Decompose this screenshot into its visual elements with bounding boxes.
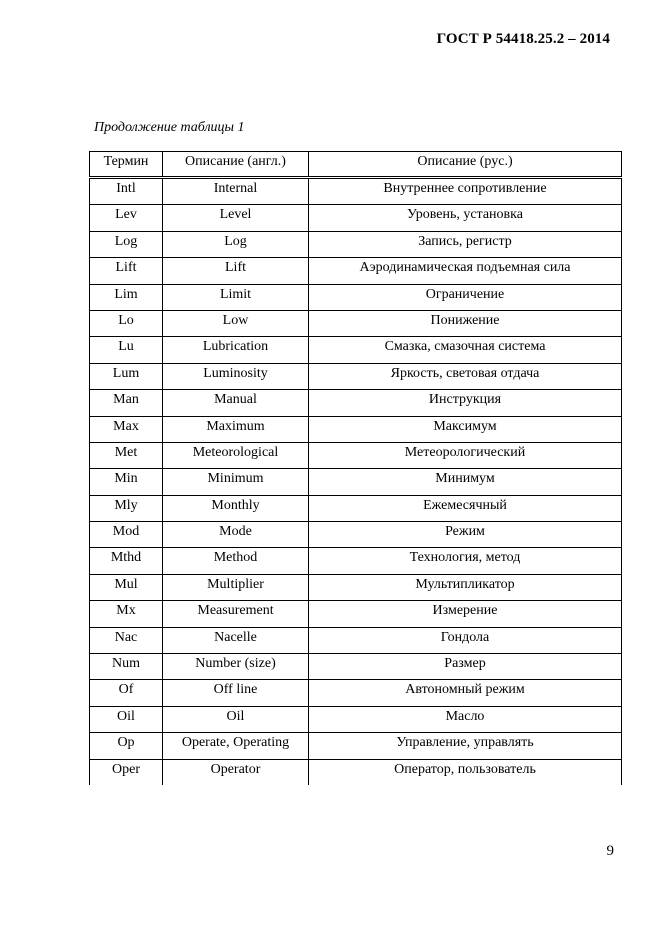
cell-term: Max — [90, 416, 163, 442]
abbreviations-table — [89, 151, 622, 785]
cell-description-ru: Гондола — [309, 627, 622, 653]
cell-term: Lev — [90, 205, 163, 231]
table-row — [90, 601, 622, 627]
cell-description-en: Number (size) — [163, 654, 309, 680]
table-row — [90, 284, 622, 310]
cell-term: Lum — [90, 363, 163, 389]
table-caption: Продолжение таблицы 1 — [94, 120, 245, 135]
cell-description-en: Internal — [163, 178, 309, 205]
table-row — [90, 733, 622, 759]
cell-term: Num — [90, 654, 163, 680]
cell-description-ru: Режим — [309, 522, 622, 548]
table-body — [90, 178, 622, 785]
table-row — [90, 522, 622, 548]
cell-description-en: Meteorological — [163, 442, 309, 468]
cell-description-en: Low — [163, 310, 309, 336]
cell-term: Lu — [90, 337, 163, 363]
table-row — [90, 442, 622, 468]
cell-description-ru: Измерение — [309, 601, 622, 627]
cell-description-ru: Понижение — [309, 310, 622, 336]
cell-description-ru: Внутреннее сопротивление — [309, 178, 622, 205]
cell-description-en: Limit — [163, 284, 309, 310]
cell-description-en: Level — [163, 205, 309, 231]
table-row — [90, 627, 622, 653]
cell-term: Mthd — [90, 548, 163, 574]
cell-term: Lift — [90, 258, 163, 284]
table-row — [90, 205, 622, 231]
table-header-row — [90, 152, 622, 178]
cell-description-en: Operate, Operating — [163, 733, 309, 759]
table-row — [90, 469, 622, 495]
table-row — [90, 310, 622, 336]
cell-description-ru: Размер — [309, 654, 622, 680]
cell-description-ru: Управление, управлять — [309, 733, 622, 759]
cell-description-ru: Мультипликатор — [309, 574, 622, 600]
table-row — [90, 178, 622, 205]
cell-term: Mul — [90, 574, 163, 600]
table-row — [90, 680, 622, 706]
cell-description-en: Method — [163, 548, 309, 574]
cell-description-ru: Инструкция — [309, 390, 622, 416]
cell-description-en: Off line — [163, 680, 309, 706]
table-row — [90, 337, 622, 363]
cell-description-ru: Запись, регистр — [309, 231, 622, 257]
cell-term: Op — [90, 733, 163, 759]
cell-description-ru: Технология, метод — [309, 548, 622, 574]
table-header — [90, 152, 622, 178]
cell-description-ru: Оператор, пользователь — [309, 759, 622, 785]
cell-term: Intl — [90, 178, 163, 205]
cell-description-en: Manual — [163, 390, 309, 416]
column-header-description-en: Описание (англ.) — [163, 152, 309, 178]
page-number: 9 — [606, 843, 614, 859]
cell-description-en: Luminosity — [163, 363, 309, 389]
table-row — [90, 416, 622, 442]
cell-term: Of — [90, 680, 163, 706]
cell-description-en: Maximum — [163, 416, 309, 442]
cell-description-ru: Смазка, смазочная система — [309, 337, 622, 363]
table-row — [90, 574, 622, 600]
table-row — [90, 495, 622, 521]
cell-term: Mly — [90, 495, 163, 521]
cell-term: Lim — [90, 284, 163, 310]
cell-description-en: Monthly — [163, 495, 309, 521]
cell-term: Mod — [90, 522, 163, 548]
cell-term: Met — [90, 442, 163, 468]
cell-description-en: Multiplier — [163, 574, 309, 600]
cell-term: Log — [90, 231, 163, 257]
column-header-description-ru: Описание (рус.) — [309, 152, 622, 178]
cell-term: Min — [90, 469, 163, 495]
table-row — [90, 363, 622, 389]
cell-description-ru: Метеорологический — [309, 442, 622, 468]
column-header-term: Термин — [90, 152, 163, 178]
cell-term: Man — [90, 390, 163, 416]
cell-description-en: Nacelle — [163, 627, 309, 653]
cell-description-ru: Автономный режим — [309, 680, 622, 706]
cell-description-en: Operator — [163, 759, 309, 785]
cell-description-en: Measurement — [163, 601, 309, 627]
cell-description-ru: Минимум — [309, 469, 622, 495]
cell-term: Nac — [90, 627, 163, 653]
table-row — [90, 231, 622, 257]
cell-description-en: Lift — [163, 258, 309, 284]
table-row — [90, 548, 622, 574]
cell-description-ru: Максимум — [309, 416, 622, 442]
cell-term: Lo — [90, 310, 163, 336]
table-row — [90, 759, 622, 785]
cell-term: Oper — [90, 759, 163, 785]
document-standard-header: ГОСТ Р 54418.25.2 – 2014 — [436, 31, 610, 47]
table-row — [90, 706, 622, 732]
table-row — [90, 654, 622, 680]
cell-description-ru: Ежемесячный — [309, 495, 622, 521]
cell-term: Oil — [90, 706, 163, 732]
cell-description-ru: Яркость, световая отдача — [309, 363, 622, 389]
cell-description-ru: Ограничение — [309, 284, 622, 310]
table-row — [90, 258, 622, 284]
cell-description-en: Minimum — [163, 469, 309, 495]
cell-description-en: Log — [163, 231, 309, 257]
cell-description-en: Oil — [163, 706, 309, 732]
cell-description-ru: Масло — [309, 706, 622, 732]
cell-description-en: Mode — [163, 522, 309, 548]
cell-description-ru: Аэродинамическая подъемная сила — [309, 258, 622, 284]
cell-description-ru: Уровень, установка — [309, 205, 622, 231]
cell-description-en: Lubrication — [163, 337, 309, 363]
table-row — [90, 390, 622, 416]
cell-term: Mx — [90, 601, 163, 627]
